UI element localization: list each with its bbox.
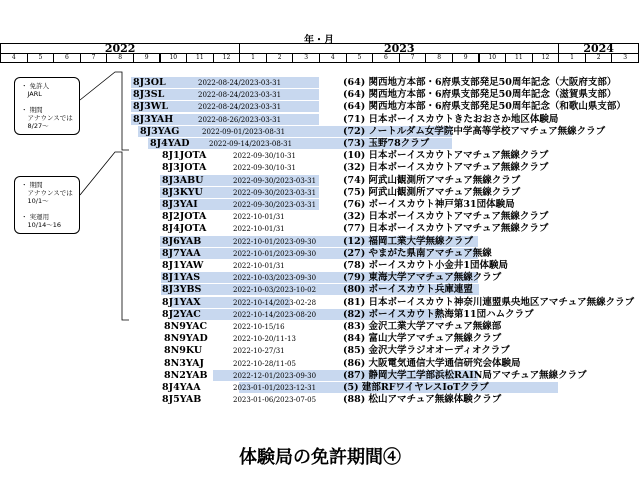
month-label: 6 [372, 53, 400, 63]
club-name: (85) 金沢大学ラジオオーディオクラブ [343, 345, 510, 357]
club-name: (72) ノートルダム女学院中学高等学校アマチュア無線クラブ [343, 125, 606, 137]
club-name: (74) 阿武山観測所アマチュア無線クラブ [343, 174, 521, 186]
note-line: ・ 期間 [21, 106, 43, 114]
station-row [0, 284, 640, 295]
note-line: JARL [21, 90, 42, 98]
station-row [0, 211, 640, 222]
month-label: 3 [611, 53, 639, 63]
month-label: 7 [399, 53, 427, 63]
station-row [0, 345, 640, 356]
station-row [0, 101, 640, 112]
station-row [0, 370, 640, 381]
callsign: 8N2YAB [164, 369, 208, 381]
callsign: 8J1JOTA [162, 150, 207, 162]
station-row [0, 138, 640, 149]
station-row [0, 223, 640, 234]
license-period: 2022-10-27/31 [233, 347, 285, 356]
license-period: 2022-09-30/2023-03-31 [233, 201, 317, 209]
club-name: (77) 日本ボーイスカウトアマチュア無線クラブ [343, 223, 549, 235]
station-row [0, 126, 640, 137]
license-period: 2022-10-01/31 [233, 213, 285, 222]
club-name: (84) 富山大学アマチュア無線クラブ [343, 333, 502, 345]
license-period: 2022-08-26/2023-03-31 [198, 115, 282, 124]
callsign: 8J3WL [133, 101, 169, 113]
club-name: (27) やまがた県南アマチュア無線 [343, 247, 492, 259]
callsign: 8N9YAC [164, 321, 208, 332]
club-name: (12) 福岡工業大学無線クラブ [343, 235, 474, 247]
year-label: 2023 [239, 43, 559, 54]
callsign: 8J1YAW [162, 260, 204, 271]
station-row [0, 358, 640, 369]
club-name: (79) 東海大学アマチュア無線クラブ [343, 272, 502, 284]
month-label: 5 [27, 53, 55, 63]
club-name: (81) 日本ボーイスカウト神奈川連盟県央地区アマチュア無線クラブ [343, 296, 635, 308]
page-title: 体験局の免許期間④ [239, 447, 401, 468]
callsign: 8J4YAD [150, 138, 190, 149]
station-row [0, 248, 640, 259]
note-line: ・ 実運用 [21, 213, 50, 221]
month-label: 8 [425, 53, 453, 63]
club-name: (83) 金沢工業大学アマチュア無線部 [343, 321, 502, 332]
license-period: 2022-09-30/10-31 [233, 152, 296, 161]
license-period: 2022-10-01/2023-09-30 [233, 237, 317, 246]
license-period: 2022-10-01/2023-09-30 [233, 249, 317, 258]
station-row [0, 150, 640, 161]
month-label: 2 [585, 53, 613, 63]
club-name: (71) 日本ボーイスカウトきたおおさか地区体験局 [343, 113, 559, 125]
note-line: アナウンスでは [21, 114, 73, 122]
club-name: (64) 関西地方本部・6府県支部発足50周年記念（滋賀県支部） [343, 89, 617, 101]
club-name: (73) 玉野78クラブ [343, 138, 430, 149]
license-period: 2022-09-01/2023-08-31 [202, 127, 286, 136]
month-label: 4 [319, 53, 347, 63]
callsign: 8J2JOTA [162, 211, 207, 223]
month-label: 11 [186, 53, 214, 63]
callsign: 8J1YAS [162, 272, 201, 284]
club-name: (76) ボーイスカウト神戸第31団体験局 [343, 199, 515, 210]
license-period: 2022-10-14/2023-08-20 [233, 310, 317, 319]
station-row [0, 162, 640, 173]
club-name: (86) 大阪電気通信大学通信研究会体験局 [343, 357, 521, 369]
station-row [0, 321, 640, 332]
club-name: (64) 関西地方本部・6府県支部発足50周年記念（和歌山県支部） [343, 101, 626, 113]
timeline-header-label: 年・月 [304, 35, 334, 46]
callsign: 8J5YAB [162, 394, 202, 406]
license-period: 2022-12-01/2023-09-30 [233, 371, 317, 380]
note-line: 10/14～16 [21, 221, 62, 229]
license-period: 2022-10-01/31 [233, 225, 285, 234]
callsign: 8J3YBS [162, 284, 202, 296]
license-period: 2023-01-01/2023-12-31 [233, 384, 317, 392]
callsign: 8J3ABU [162, 174, 204, 186]
callsign: 8J3YAG [140, 125, 180, 137]
license-period: 2022-10-03/2023-09-30 [233, 274, 317, 283]
station-row [0, 175, 640, 186]
club-name: (87) 静岡大学工学部浜松RAIN局アマチュア無線クラブ [343, 369, 587, 381]
callsign: 8J3YAH [133, 113, 174, 125]
license-period: 2022-10-01/31 [233, 262, 285, 270]
license-period: 2022-09-30/2023-03-31 [233, 176, 317, 185]
club-name: (82) ボーイスカウト熱海第11団ハムクラブ [343, 308, 534, 320]
station-row [0, 394, 640, 405]
month-label: 6 [53, 53, 81, 63]
club-name: (5) 建部RFワイヤレスIoTクラブ [343, 382, 489, 393]
license-period: 2022-10-14/2023-02-28 [233, 298, 317, 307]
club-name: (78) ボーイスカウト小金井1団体験局 [343, 260, 509, 271]
callsign: 8J3SL [133, 89, 165, 101]
club-name: (88) 松山アマチュア無線体験クラブ [343, 394, 502, 406]
station-row [0, 199, 640, 210]
year-label: 2022 [0, 43, 240, 54]
callsign: 8J4YAA [162, 382, 201, 393]
month-label: 10 [479, 53, 507, 63]
year-label: 2024 [558, 43, 639, 54]
station-row [0, 236, 640, 247]
month-label: 5 [346, 53, 374, 63]
license-period: 2022-08-24/2023-03-31 [198, 79, 282, 87]
callsign: 8J1YAX [162, 296, 201, 308]
station-row [0, 333, 640, 344]
note-line: 10/1～ [21, 197, 49, 205]
station-row [0, 382, 640, 393]
month-label: 7 [80, 53, 108, 63]
club-name: (32) 日本ボーイスカウトアマチュア無線クラブ [343, 162, 549, 174]
month-label: 8 [106, 53, 134, 63]
station-row [0, 187, 640, 198]
callsign: 8N9YAD [164, 333, 208, 345]
license-period: 2022-10-20/11-13 [233, 335, 296, 344]
month-label: 11 [505, 53, 533, 63]
license-period: 2022-09-14/2023-08-31 [209, 140, 293, 148]
station-row [0, 260, 640, 271]
club-name: (80) ボーイスカウト兵庫連盟 [343, 284, 473, 296]
license-period: 2022-09-30/10-31 [233, 164, 296, 173]
license-period: 2023-01-06/2023-07-05 [233, 396, 317, 405]
month-label: 9 [452, 53, 480, 63]
station-row [0, 297, 640, 308]
license-period: 2022-08-24/2023-03-31 [198, 103, 282, 112]
note-line: 8/27～ [21, 122, 49, 130]
callsign: 8J3KYU [162, 186, 203, 198]
callsign: 8J2YAC [162, 308, 201, 320]
callsign: 8J6YAB [162, 235, 202, 247]
callsign: 8J7YAA [162, 247, 201, 259]
station-row [0, 309, 640, 320]
callsign: 8N9KU [164, 345, 203, 357]
station-row [0, 272, 640, 283]
note-line: アナウンスでは [21, 189, 73, 197]
month-label: 1 [558, 53, 586, 63]
month-label: 12 [213, 53, 241, 63]
callsign: 8J3OL [133, 77, 166, 88]
callsign: 8J3JOTA [162, 162, 207, 174]
license-period: 2022-08-24/2023-03-31 [198, 91, 282, 100]
club-name: (75) 阿武山観測所アマチュア無線クラブ [343, 186, 521, 198]
license-period: 2022-09-30/2023-03-31 [233, 188, 317, 197]
club-name: (10) 日本ボーイスカウトアマチュア無線クラブ [343, 150, 549, 162]
station-row [0, 77, 640, 88]
callsign: 8J4JOTA [162, 223, 207, 235]
note-line: ・ 免許人 [21, 82, 50, 90]
month-label: 3 [292, 53, 320, 63]
month-label: 9 [133, 53, 161, 63]
station-row [0, 89, 640, 100]
callsign: 8J3YAI [162, 199, 198, 210]
month-label: 1 [239, 53, 267, 63]
club-name: (64) 関西地方本部・6府県支部発足50周年記念（大阪府支部） [343, 77, 617, 88]
callsign: 8N3YAJ [164, 357, 204, 369]
note-line: ・ 期間 [21, 181, 43, 189]
club-name: (32) 日本ボーイスカウトアマチュア無線クラブ [343, 211, 549, 223]
month-label: 4 [0, 53, 28, 63]
station-row [0, 114, 640, 125]
month-label: 10 [160, 53, 188, 63]
license-period: 2022-10-15/16 [233, 323, 285, 331]
license-period: 2022-10-28/11-05 [233, 359, 296, 368]
license-period: 2022-10-03/2023-10-02 [233, 286, 317, 295]
month-label: 2 [266, 53, 294, 63]
month-label: 12 [532, 53, 560, 63]
